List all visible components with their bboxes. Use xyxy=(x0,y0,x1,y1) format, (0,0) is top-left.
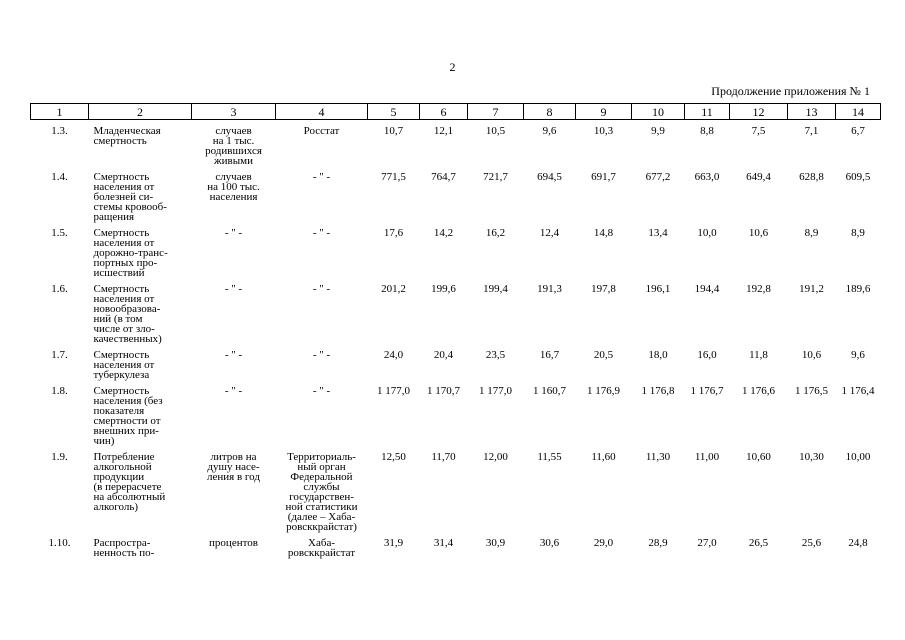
value-cell: 24,8 xyxy=(848,537,868,549)
indicator-name: Смертность населения от туберкулеза xyxy=(93,349,155,381)
value-cell: 11,55 xyxy=(537,451,562,463)
row-number: 1.10. xyxy=(48,537,71,549)
value-cell: 609,5 xyxy=(845,171,871,183)
value-cell: 20,4 xyxy=(433,349,454,361)
value-cell: 1 176,8 xyxy=(641,385,675,397)
value-cell: 192,8 xyxy=(746,283,771,295)
indicator-name: Распростра- ненность по- xyxy=(93,537,155,559)
value-cell: 764,7 xyxy=(431,171,456,183)
value-cell: 16,7 xyxy=(539,349,560,361)
value-cell: 11,60 xyxy=(591,451,616,463)
value-cell: 12,4 xyxy=(539,227,560,239)
data-source: Территориаль- ный орган Федеральной службы государствен- ной статистики (далее – Хаба- ровсккрайстат) xyxy=(285,451,358,533)
value-cell: 23,5 xyxy=(485,349,506,361)
value-cell: 191,3 xyxy=(537,283,562,295)
value-cell: 12,00 xyxy=(483,451,508,463)
indicator-name: Младенческая смертность xyxy=(93,125,161,147)
value-cell: 8,9 xyxy=(804,227,819,239)
value-cell: 10,60 xyxy=(746,451,771,463)
table-row xyxy=(31,532,881,558)
header-row xyxy=(31,104,881,120)
row-number: 1.9. xyxy=(51,451,68,463)
value-cell: 1 160,7 xyxy=(533,385,566,397)
value-cell: 1 176,4 xyxy=(841,385,875,397)
header-cell: 14 xyxy=(836,104,881,120)
header-cell: 9 xyxy=(576,104,632,120)
value-cell: 8,8 xyxy=(700,125,714,137)
indicator-name: Потребление алкогольной продукции (в перерасчете на абсолютный алкоголь) xyxy=(93,451,166,513)
value-cell: 8,9 xyxy=(851,227,865,239)
value-cell: 30,9 xyxy=(485,537,506,549)
value-cell: 201,2 xyxy=(381,283,406,295)
table-row xyxy=(31,120,881,167)
value-cell: 1 176,7 xyxy=(690,385,724,397)
row-number: 1.7. xyxy=(51,349,68,361)
value-cell: 11,70 xyxy=(431,451,456,463)
value-cell: 10,3 xyxy=(593,125,614,137)
table-row xyxy=(31,446,881,532)
value-cell: 1 170,7 xyxy=(427,385,460,397)
value-cell: 199,4 xyxy=(483,283,508,295)
value-cell: 10,7 xyxy=(383,125,404,137)
value-cell: 196,1 xyxy=(645,283,671,295)
indicators-table xyxy=(30,103,881,558)
value-cell: 1 176,6 xyxy=(742,385,775,397)
header-cell: 8 xyxy=(524,104,576,120)
value-cell: 30,6 xyxy=(539,537,560,549)
value-cell: 11,30 xyxy=(645,451,671,463)
value-cell: 12,1 xyxy=(433,125,454,137)
value-cell: 13,4 xyxy=(648,227,668,239)
row-number: 1.4. xyxy=(51,171,68,183)
header-cell: 4 xyxy=(276,104,368,120)
unit-of-measure: - " - xyxy=(224,227,243,239)
value-cell: 9,6 xyxy=(542,125,557,137)
value-cell: 9,9 xyxy=(651,125,665,137)
table-row xyxy=(31,166,881,222)
value-cell: 677,2 xyxy=(645,171,671,183)
data-source: Хаба- ровсккрайстат xyxy=(287,537,356,559)
value-cell: 9,6 xyxy=(851,349,865,361)
table-row xyxy=(31,344,881,380)
value-cell: 11,8 xyxy=(749,349,768,361)
value-cell: 189,6 xyxy=(845,283,871,295)
value-cell: 26,5 xyxy=(748,537,769,549)
unit-of-measure: процентов xyxy=(209,537,258,549)
value-cell: 1 176,9 xyxy=(587,385,620,397)
value-cell: 771,5 xyxy=(381,171,406,183)
unit-of-measure: случаев на 100 тыс. населения xyxy=(207,171,260,203)
value-cell: 191,2 xyxy=(799,283,824,295)
indicator-name: Смертность населения от болезней си- стемы кровооб- ращения xyxy=(93,171,167,223)
value-cell: 6,7 xyxy=(851,125,865,137)
value-cell: 24,0 xyxy=(383,349,404,361)
row-number: 1.3. xyxy=(51,125,68,137)
value-cell: 194,4 xyxy=(694,283,720,295)
value-cell: 31,9 xyxy=(383,537,404,549)
value-cell: 14,8 xyxy=(593,227,614,239)
unit-of-measure: - " - xyxy=(224,283,243,295)
value-cell: 694,5 xyxy=(537,171,562,183)
value-cell: 28,9 xyxy=(648,537,668,549)
header-cell: 5 xyxy=(368,104,420,120)
page-number: 2 xyxy=(449,60,456,74)
value-cell: 199,6 xyxy=(431,283,456,295)
value-cell: 10,00 xyxy=(845,451,871,463)
value-cell: 29,0 xyxy=(593,537,614,549)
value-cell: 197,8 xyxy=(591,283,616,295)
value-cell: 10,6 xyxy=(801,349,822,361)
table-row xyxy=(31,380,881,446)
value-cell: 12,50 xyxy=(381,451,406,463)
value-cell: 1 176,5 xyxy=(795,385,828,397)
indicator-name: Смертность населения (без показателя смертности от внешних при- чин) xyxy=(93,385,163,447)
unit-of-measure: - " - xyxy=(224,385,243,397)
value-cell: 10,5 xyxy=(485,125,506,137)
header-cell: 10 xyxy=(632,104,685,120)
header-cell: 7 xyxy=(468,104,524,120)
unit-of-measure: - " - xyxy=(224,349,243,361)
row-number: 1.8. xyxy=(51,385,68,397)
value-cell: 11,00 xyxy=(694,451,720,463)
header-cell: 1 xyxy=(31,104,89,120)
data-source: Росстат xyxy=(303,125,340,137)
indicator-name: Смертность населения от новообразова- ний (в том числе от зло- качественных) xyxy=(93,283,162,345)
data-source: - " - xyxy=(312,283,331,295)
data-source: - " - xyxy=(312,227,331,239)
header-cell: 6 xyxy=(420,104,468,120)
header-cell: 3 xyxy=(192,104,276,120)
value-cell: 17,6 xyxy=(383,227,404,239)
value-cell: 31,4 xyxy=(433,537,454,549)
value-cell: 16,2 xyxy=(485,227,506,239)
indicator-name: Смертность населения от дорожно-транс- портных про- исшествий xyxy=(93,227,168,279)
header-cell: 12 xyxy=(730,104,788,120)
row-number: 1.5. xyxy=(51,227,68,239)
value-cell: 20,5 xyxy=(593,349,614,361)
data-source: - " - xyxy=(312,171,331,183)
value-cell: 649,4 xyxy=(746,171,771,183)
table-row xyxy=(31,278,881,344)
header-cell: 2 xyxy=(89,104,192,120)
row-number: 1.6. xyxy=(51,283,68,295)
table-row xyxy=(31,222,881,278)
value-cell: 1 177,0 xyxy=(479,385,512,397)
value-cell: 721,7 xyxy=(483,171,508,183)
value-cell: 7,5 xyxy=(751,125,766,137)
value-cell: 18,0 xyxy=(648,349,668,361)
unit-of-measure: литров на душу насе- ления в год xyxy=(207,451,260,483)
value-cell: 1 177,0 xyxy=(377,385,410,397)
data-source: - " - xyxy=(312,385,331,397)
value-cell: 14,2 xyxy=(433,227,454,239)
value-cell: 628,8 xyxy=(799,171,824,183)
value-cell: 27,0 xyxy=(697,537,717,549)
data-source: - " - xyxy=(312,349,331,361)
value-cell: 663,0 xyxy=(694,171,720,183)
unit-of-measure: случаев на 1 тыс. родившихся живыми xyxy=(205,125,262,167)
value-cell: 16,0 xyxy=(697,349,717,361)
value-cell: 691,7 xyxy=(591,171,616,183)
header-cell: 13 xyxy=(788,104,836,120)
value-cell: 25,6 xyxy=(801,537,822,549)
header-cell: 11 xyxy=(685,104,730,120)
value-cell: 10,0 xyxy=(697,227,717,239)
value-cell: 10,30 xyxy=(799,451,824,463)
value-cell: 7,1 xyxy=(804,125,819,137)
continuation-label: Продолжение приложения № 1 xyxy=(711,84,870,98)
value-cell: 10,6 xyxy=(748,227,769,239)
